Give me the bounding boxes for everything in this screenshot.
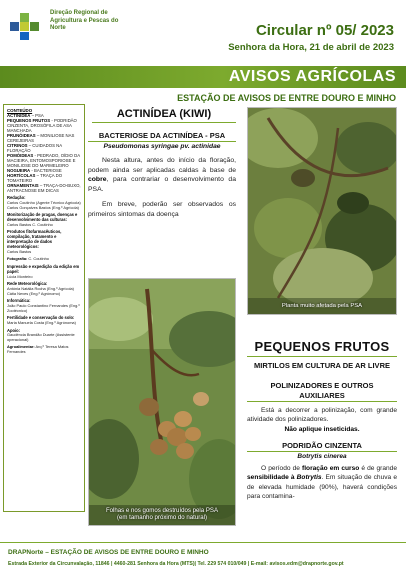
title-banner <box>0 66 406 88</box>
kiwi-vine-photo <box>247 107 397 315</box>
pollinators-heading: POLINIZADORES E OUTROS AUXILIARES <box>247 381 397 402</box>
kiwi-fruit-photo-caption: Folhas e nos gomos destruídos pela PSA (em tamanho próximo do natural) <box>105 507 219 522</box>
toc-item[interactable]: ORNAMENTAIS – TRAÇA-DO-BUXO, ANTRACNOSE EM DICAS <box>7 183 81 194</box>
toc-item[interactable]: HORTÍCOLAS – TRAÇA DO TOMATEIRO <box>7 173 63 184</box>
station-subtitle: ESTAÇÃO DE AVISOS DE ENTRE DOURO E MINHO <box>177 93 396 103</box>
circular-number: Circular nº 05/ 2023 <box>255 22 394 39</box>
toc-item[interactable]: POMÓIDEAS - PEDRADO, OÍDIO DA MACIEIRA, ENTOMOSPORIOSE E MONILIOSE DO MARMELEIRO <box>7 153 80 169</box>
psa-subheading: BACTERIOSE DA ACTINÍDEA - PSA <box>88 131 236 142</box>
kiwi-fruit-illustration <box>89 279 236 526</box>
credit-heading: Fertilidade e conservação do solo: <box>7 315 75 321</box>
banner-title: AVISOS AGRÍCOLAS <box>228 68 396 85</box>
footer-contacts: Estrada Exterior da Circunvalação, 11846 | 4460-281 Senhora da Hora (MTS)| Tel. 229 574 010/049 | E-mail: avisos.edm@drapnorte.gov.pt <box>8 561 344 567</box>
credit-heading: Redação: <box>7 195 26 201</box>
toc-item[interactable]: NOGUEIRA - BACTERIOSE <box>7 168 62 174</box>
circular-date: Senhora da Hora, 21 de abril de 2023 <box>228 42 394 53</box>
psa-pathogen: Pseudomonas syringae pv. actinidae <box>103 143 221 150</box>
grey-mould-paragraph: O período de floração em curso é de grande sensibilidade à Botrytis. Em situação de chuva e de elevada humidade (90%), haverá condições para contamina- <box>247 464 397 501</box>
organization-name: Direção Regional de Agricultura e Pescas do Norte <box>50 10 119 31</box>
drapn-logo-icon <box>8 8 48 42</box>
pollinators-paragraph: Está a decorrer a polinização, com grande atividade dos polinizadores. <box>247 407 397 424</box>
footer-station: DRAPNorte – ESTAÇÃO DE AVISOS DE ENTRE DOURO E MINHO <box>8 549 209 556</box>
toc-title: CONTEÚDO <box>7 108 33 113</box>
credit-heading: Monitorização de pragas, doenças e desenvolvimento das culturas: <box>7 212 78 222</box>
kiwi-fruit-photo <box>88 278 236 526</box>
credit-text: Lúcia Monteiro <box>7 273 33 279</box>
kiwi-section <box>88 108 236 219</box>
kiwi-paragraph-1: Nesta altura, antes do início da floração, podem ainda ser aplicadas caldas à base de cobre, para contrariar o desenvolvimento da PSA. <box>88 157 236 193</box>
credit-text: Carlos Bastos <box>7 248 32 254</box>
photo-credit: Fotografia: C. Coutinho <box>7 256 49 262</box>
small-fruits-section <box>247 339 397 501</box>
sidebar-contents <box>3 104 85 512</box>
credit-text: Antónia Natália Rocha (Eng.º Agrícola) Cátia Neves (Eng.º Agrónomo) <box>7 285 74 296</box>
grey-mould-heading: PODRIDÃO CINZENTA <box>247 441 397 452</box>
credit-heading: Informática: <box>7 298 31 304</box>
page-footer <box>0 542 406 580</box>
credit-text: Gaudéncia Brandão Duarte (Assistente operacional) <box>7 332 75 342</box>
kiwi-title: ACTINÍDEA (KIWI) <box>92 108 236 123</box>
credit-text: Carlos Coutinho (Agente Técnico Agrícola) Carlos Gonçalves Bastos (Eng.º Agrícola) <box>7 200 81 210</box>
credit-text: Carlos Bastos C. Coutinho <box>7 221 53 227</box>
kiwi-paragraph-2: Em breve, poderão ser observados os primeiros sintomas da doença <box>88 201 236 218</box>
kiwi-vine-illustration <box>248 108 397 315</box>
credit-text: João Paulo Constantino Fernandes (Eng.º Zootécnico) <box>7 302 80 313</box>
credit-heading: Apoio: <box>7 327 20 333</box>
toc-item[interactable]: PEQUENOS FRUTOS - PODRIDÃO CINZENTA, DROSÓFILA DE ASA MANCHADA <box>7 118 77 134</box>
toc-item[interactable]: ACTINÍDEA – PSA <box>7 113 44 119</box>
grey-mould-pathogen: Botrytis cinerea <box>297 452 347 460</box>
toc-item[interactable]: CITRINOS – CUIDADOS NA FLORAÇÃO <box>7 143 62 154</box>
small-fruits-title: PEQUENOS FRUTOS <box>247 339 397 357</box>
toc-item[interactable]: PRUNÓIDEAS – MONILIOSE NAS CEREJEIRAS <box>7 133 75 144</box>
approval-credit: Agroalimentar: Arq.º Teresa Matos Fernandes <box>7 344 69 355</box>
kiwi-vine-photo-caption: Planta muito afetada pela PSA <box>281 303 363 309</box>
credit-heading: Produtos fitofarmacêuticos, compilação, tratamento e interpretação de dados meteorológicos: <box>7 229 62 249</box>
pollinators-warning: Não aplique inseticidas. <box>284 425 360 433</box>
page-header <box>0 0 406 62</box>
credit-heading: Rede Meteorológica: <box>7 281 48 287</box>
credit-heading: Impressão e expedição da edição em papel: <box>7 263 80 274</box>
credit-text: Maria Manuela Costa (Eng.º Agrónoma) <box>7 319 76 325</box>
small-fruits-subtitle: MIRTILOS EM CULTURA DE AR LIVRE <box>254 361 390 370</box>
